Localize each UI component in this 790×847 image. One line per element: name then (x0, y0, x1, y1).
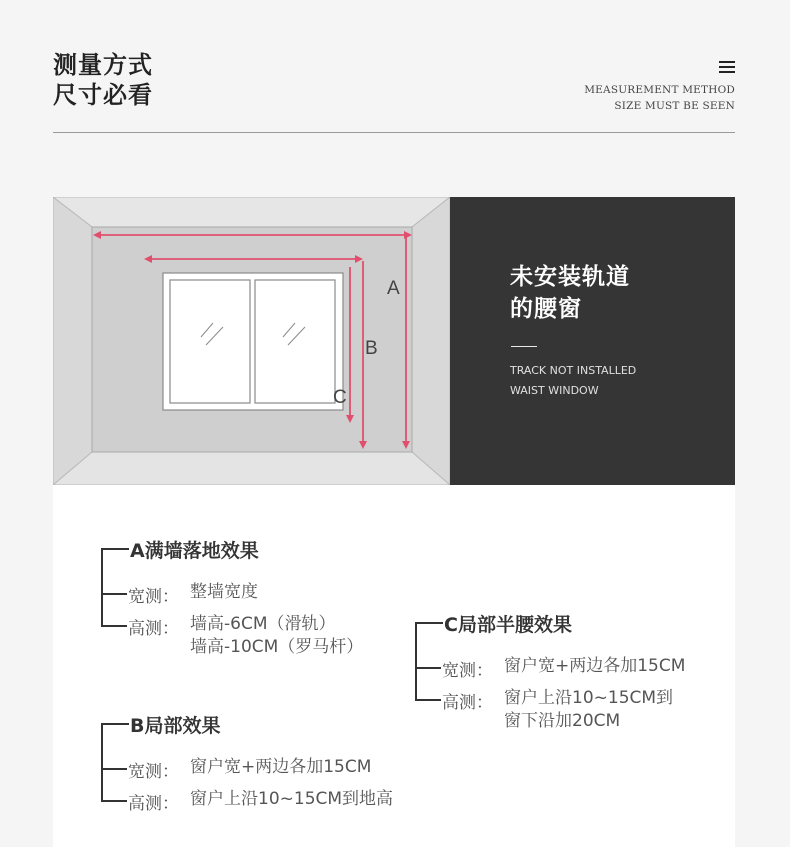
section-b-width-value: 窗户宽+两边各加15CM (190, 757, 372, 777)
section-c-width-value: 窗户宽+两边各加15CM (504, 656, 686, 676)
page-title (53, 50, 153, 110)
page-title-line-2: 尺寸必看 (53, 81, 153, 109)
section-a-width-value: 整墙宽度 (190, 582, 258, 602)
page-title-line-1: 测量方式 (53, 51, 153, 79)
window (163, 273, 343, 410)
panel-subtitle-line-2: WAIST WINDOW (510, 384, 599, 397)
section-a-height-value-1: 墙高-6CM（滑轨） (190, 614, 336, 634)
section-b-height-value: 窗户上沿10~15CM到地高 (190, 789, 394, 809)
instructions-card (53, 485, 735, 847)
page-subtitle (584, 82, 735, 114)
panel-divider (511, 346, 537, 347)
panel-subtitle (510, 361, 636, 401)
section-c-height-label: 高测： (442, 693, 493, 713)
label-b: B (365, 338, 378, 359)
section-b-width-label: 宽测： (128, 762, 179, 782)
section-a-title: A满墙落地效果 (130, 540, 259, 562)
subtitle-line-2: SIZE MUST BE SEEN (614, 100, 735, 112)
section-c-height-value-1: 窗户上沿10~15CM到 (504, 688, 674, 708)
panel-title-line-2: 的腰窗 (510, 296, 582, 322)
section-b-title: B局部效果 (130, 715, 221, 737)
panel-subtitle-line-1: TRACK NOT INSTALLED (510, 364, 637, 377)
floor (53, 452, 450, 485)
label-a: A (387, 278, 400, 299)
section-a-width-label: 宽测： (128, 587, 179, 607)
section-c-height-value-2: 窗下沿加20CM (504, 711, 621, 731)
section-b-height-label: 高测： (128, 794, 179, 814)
section-a-height-label: 高测： (128, 619, 179, 639)
left-wall (53, 197, 92, 485)
menu-icon[interactable] (719, 61, 737, 75)
panel-title-line-1: 未安装轨道 (510, 264, 630, 290)
label-c: C (333, 387, 347, 408)
panel-title (510, 261, 630, 325)
measurement-diagram (53, 197, 450, 485)
section-c-width-label: 宽测： (442, 661, 493, 681)
right-wall (412, 197, 450, 485)
ceiling (53, 197, 450, 227)
header-divider (53, 132, 735, 133)
info-panel (450, 197, 735, 485)
subtitle-line-1: MEASUREMENT METHOD (584, 84, 735, 96)
section-a-height-value-2: 墙高-10CM（罗马杆） (190, 637, 364, 657)
section-c-title: C局部半腰效果 (444, 614, 572, 636)
